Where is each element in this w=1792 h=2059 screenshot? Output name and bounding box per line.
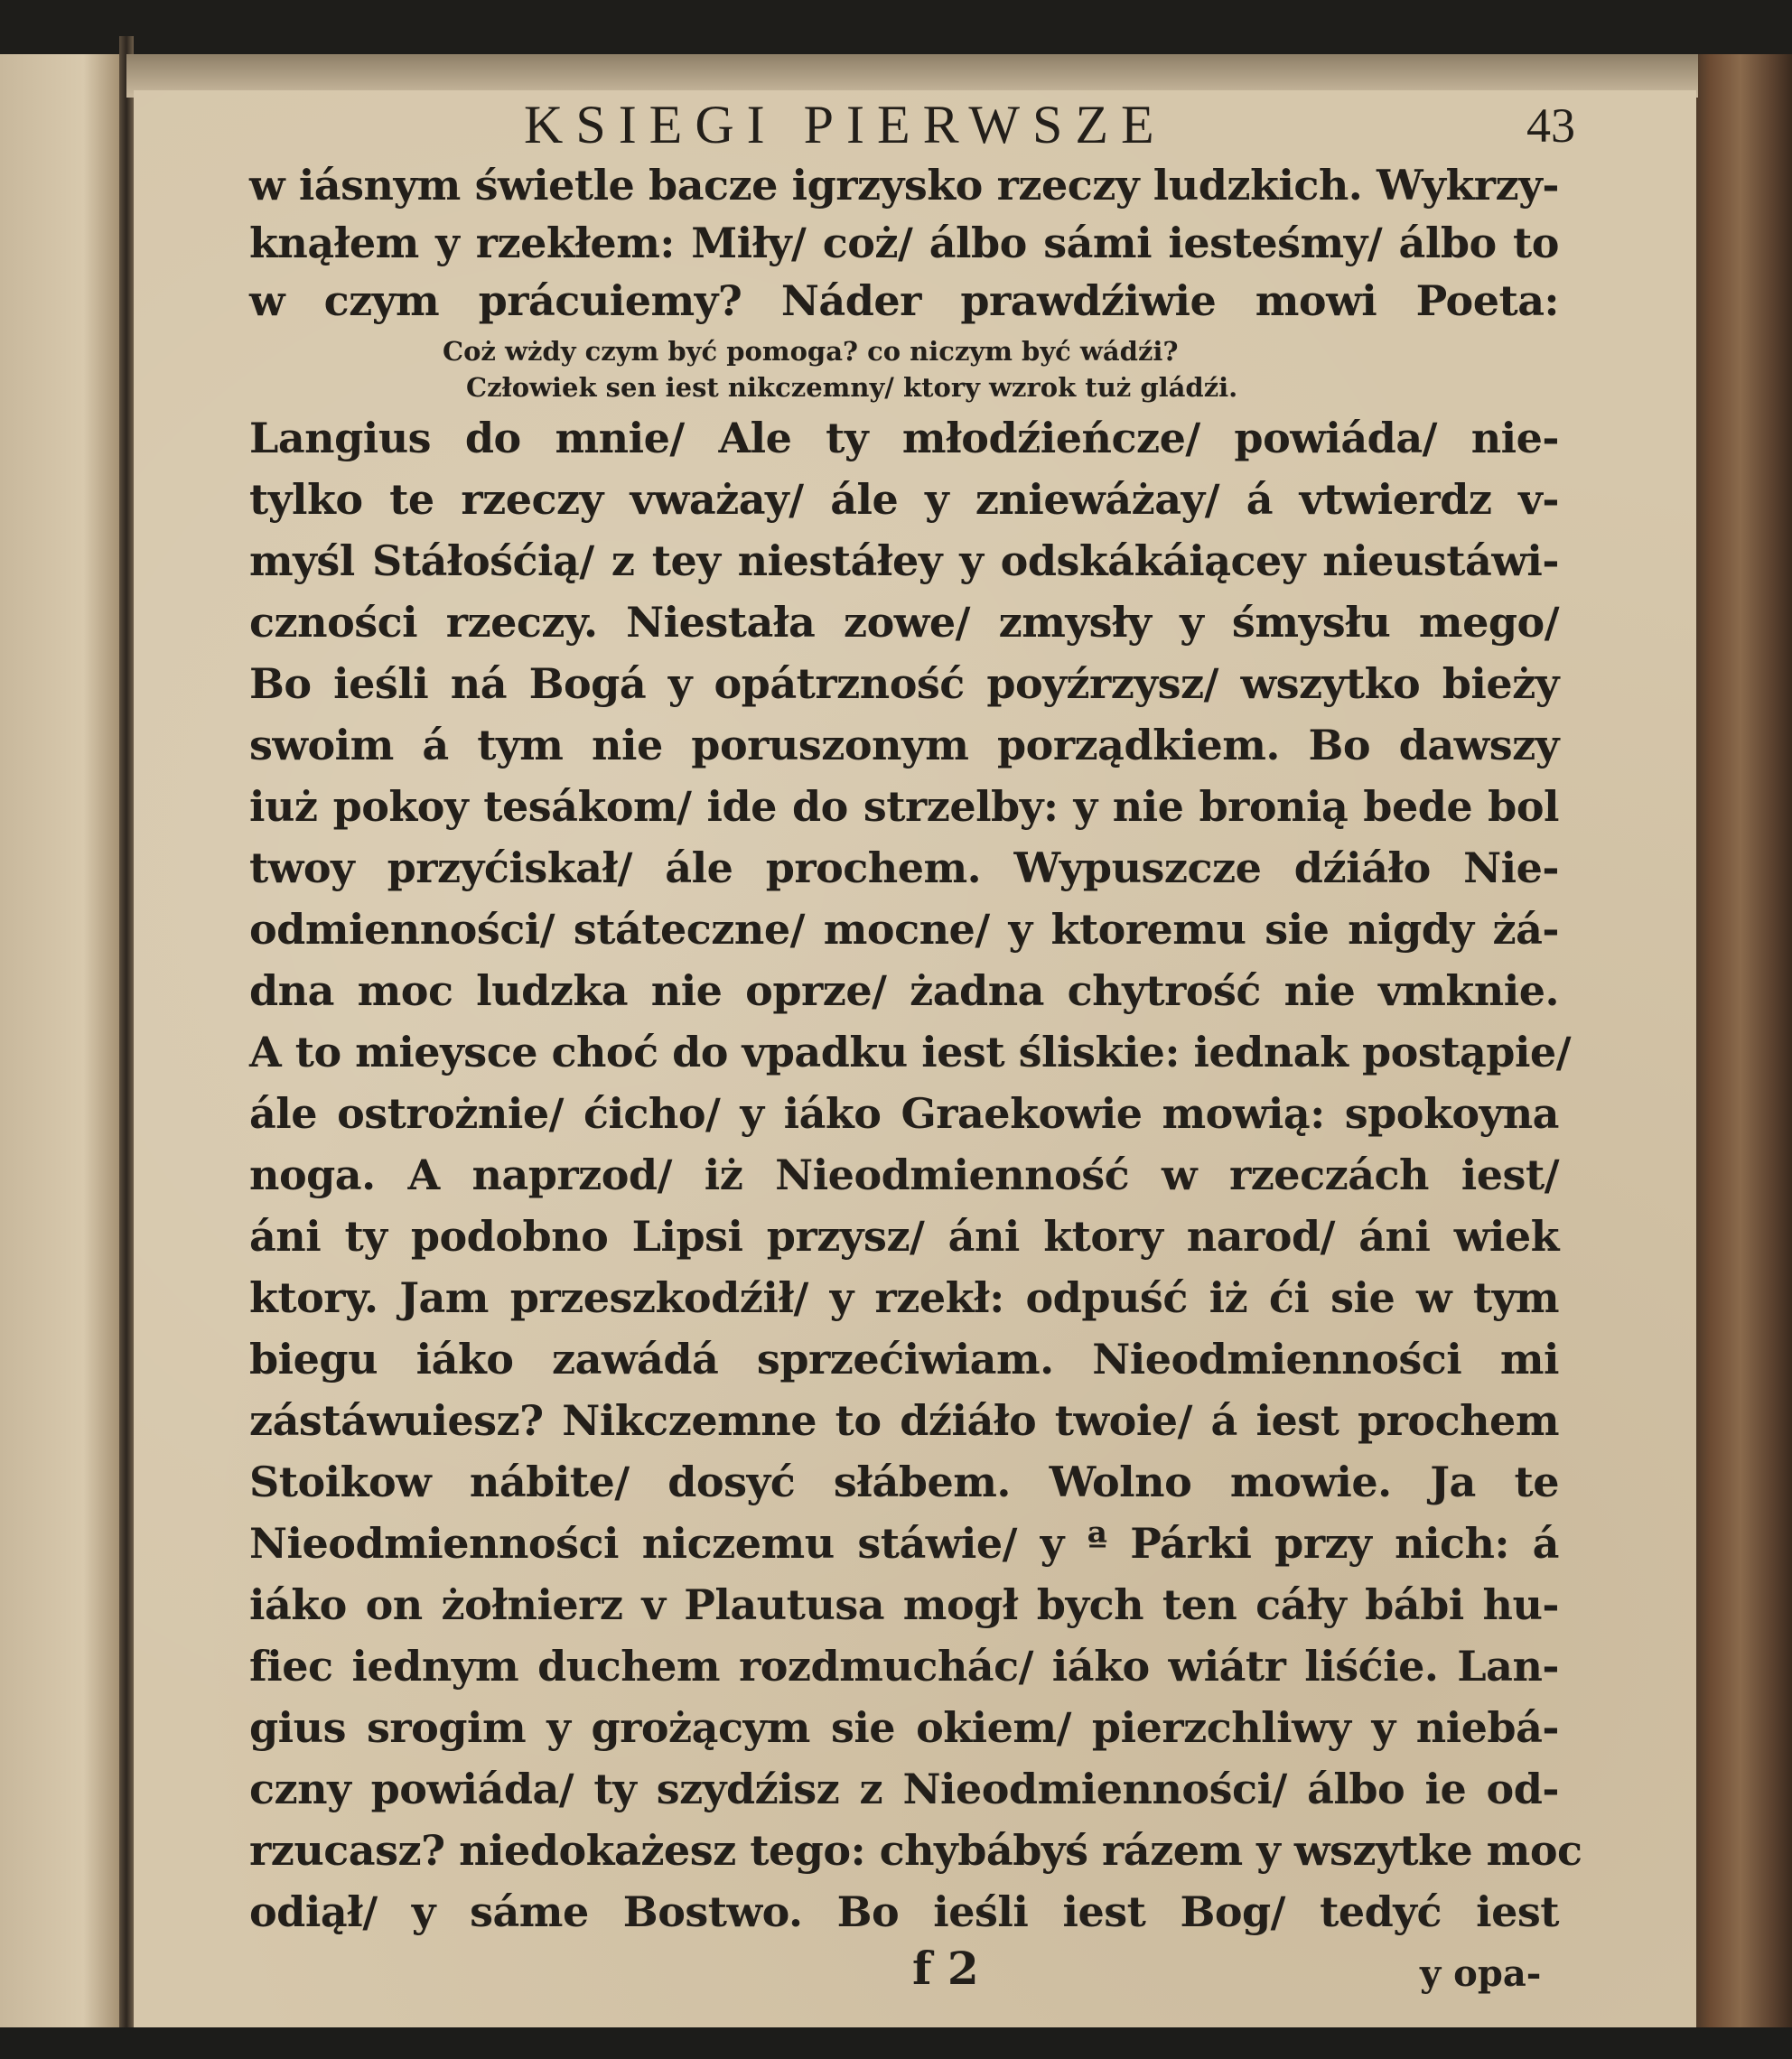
text-line: iuż pokoy tesákom/ ide do strzelby: y nie bronią bede bol bbox=[249, 782, 1559, 831]
text-line: ktory. Jam przeszkodźił/ y rzekł: odpuść iż ći sie w tym bbox=[249, 1273, 1559, 1322]
text-line: w iásnym świetle bacze igrzysko rzeczy ludzkich. Wykrzy- bbox=[249, 161, 1559, 210]
text-line: twoy przyćiskał/ ále prochem. Wypuszcze dźiáło Nie- bbox=[249, 843, 1559, 892]
text-line: gius srogim y grożącym sie okiem/ pierzchliwy y niebá- bbox=[249, 1703, 1559, 1752]
text-line: czności rzeczy. Niestała zowe/ zmysły y śmysłu mego/ bbox=[249, 598, 1559, 647]
text-line: Langius do mnie/ Ale ty młodźieńcze/ powiáda/ nie- bbox=[249, 414, 1559, 462]
text-line: áni ty podobno Lipsi przysz/ áni ktory narod/ áni wiek bbox=[249, 1212, 1559, 1261]
text-line: Coż wżdy czym być pomoga? co niczym być wádźi? bbox=[443, 336, 1179, 367]
text-line: czny powiáda/ ty szydźisz z Nieodmienności/ álbo ie od- bbox=[249, 1765, 1559, 1813]
text-line: w czym prácuiemy? Náder prawdźiwie mowi Poeta: bbox=[249, 276, 1559, 325]
catchword: y opa- bbox=[1420, 1952, 1542, 1995]
text-line: myśl Stáłośćią/ z tey niestáłey y odskákáiącey nieustáwi- bbox=[249, 536, 1559, 585]
text-line: iáko on żołnierz v Plautusa mogł bych ten cáły bábi hu- bbox=[249, 1580, 1559, 1629]
facing-page-edge bbox=[0, 54, 119, 2041]
text-line: knąłem y rzekłem: Miły/ coż/ álbo sámi iesteśmy/ álbo to bbox=[249, 219, 1559, 267]
text-line: Nieodmienności niczemu stáwie/ y ª Párki przy nich: á bbox=[249, 1519, 1559, 1568]
text-line: biegu iáko zawádá sprzećiwiam. Nieodmienności mi bbox=[249, 1335, 1559, 1384]
scan-background bbox=[0, 2027, 1792, 2059]
text-line: tylko te rzeczy vważay/ ále y zniewáżay/ á vtwierdz v- bbox=[249, 475, 1559, 524]
text-line: swoim á tym nie poruszonym porządkiem. Bo dawszy bbox=[249, 721, 1559, 769]
text-line: noga. A naprzod/ iż Nieodmienność w rzeczách iest/ bbox=[249, 1151, 1559, 1199]
text-line: A to mieysce choć do vpadku iest śliskie: iednak postąpie/ bbox=[249, 1028, 1571, 1076]
text-line: Bo ieśli ná Bogá y opátrzność poyźrzysz/ wszytko bieży bbox=[249, 659, 1559, 708]
text-line: fiec iednym duchem rozdmuchác/ iáko wiátr liśćie. Lan- bbox=[249, 1642, 1559, 1691]
text-line: zástáwuiesz? Nikczemne to dźiáło twoie/ á iest prochem bbox=[249, 1396, 1559, 1445]
running-title: KSIEGI PIERWSZE bbox=[524, 95, 1167, 154]
text-line: odiął/ y sáme Bostwo. Bo ieśli iest Bog/ tedyć iest bbox=[249, 1887, 1559, 1936]
text-line: Człowiek sen iest nikczemny/ ktory wzrok tuż gládźi. bbox=[466, 372, 1238, 403]
page-number: 43 bbox=[1526, 98, 1575, 153]
text-line: odmienności/ státeczne/ mocne/ y ktoremu sie nigdy żá- bbox=[249, 905, 1559, 954]
text-line: dna moc ludzka nie oprze/ żadna chytrość nie vmknie. bbox=[249, 966, 1559, 1015]
printer-signature: f 2 bbox=[912, 1942, 979, 1995]
text-line: ále ostrożnie/ ćicho/ y iáko Graekowie mowią: spokoyna bbox=[249, 1089, 1559, 1138]
text-line: rzucasz? niedokażesz tego: chybábyś rázem y wszytke moc bbox=[249, 1826, 1582, 1875]
book-cover-edge bbox=[1689, 54, 1792, 2059]
text-line: Stoikow nábite/ dosyć słábem. Wolno mowie. Ja te bbox=[249, 1458, 1559, 1506]
book-gutter bbox=[119, 36, 134, 2050]
